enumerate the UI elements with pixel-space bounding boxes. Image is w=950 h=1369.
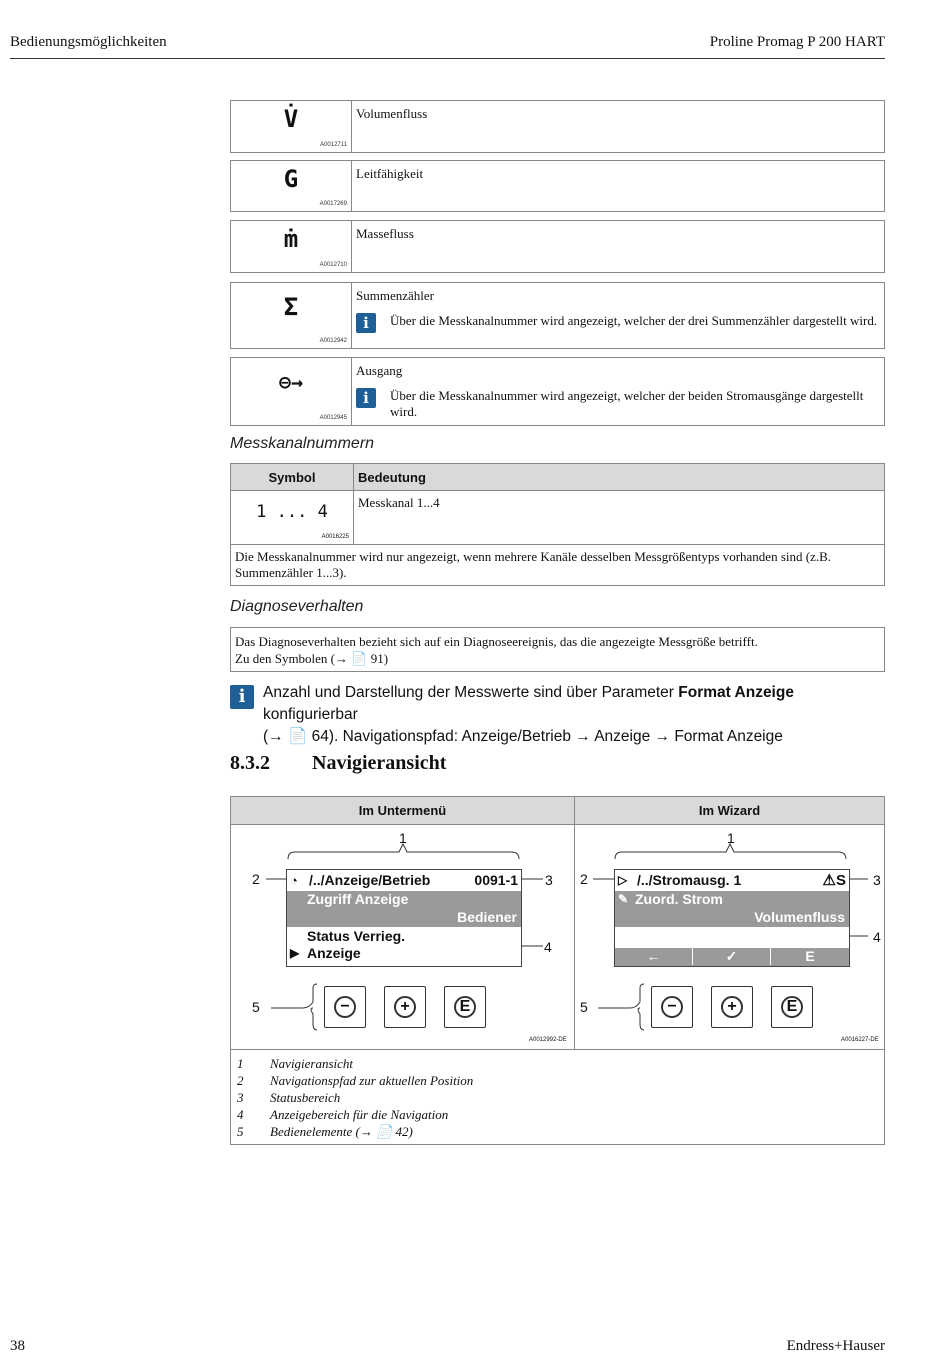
item-label: Status Verrieg. xyxy=(307,928,406,944)
section-number: 8.3.2 xyxy=(230,752,270,774)
cursor-arrow-icon: ▶ xyxy=(290,946,300,960)
info-icon: i xyxy=(356,388,376,408)
symbol-label: Massefluss xyxy=(356,226,414,241)
figure-column-header-wizard: Im Wizard xyxy=(575,797,884,825)
note-text-b: konfigurierbar xyxy=(263,706,358,723)
info-icon: i xyxy=(230,685,254,709)
edit-pencil-icon: ✎ xyxy=(618,892,629,906)
callout-3: 3 xyxy=(545,872,553,888)
plus-icon: + xyxy=(721,996,743,1018)
info-note-text xyxy=(263,682,886,748)
symbol-row-leitfaehigkeit xyxy=(230,160,885,212)
legend-item xyxy=(237,1123,473,1140)
legend-item xyxy=(237,1106,473,1123)
enter-e-icon[interactable]: E xyxy=(805,948,815,964)
lcd-list-item[interactable] xyxy=(287,945,521,962)
lcd-list-item[interactable] xyxy=(287,928,521,945)
graphic-code: A0012992-DE xyxy=(529,1037,567,1043)
minus-key[interactable] xyxy=(324,986,366,1028)
diagnose-line1: Das Diagnoseverhalten bezieht sich auf ein Diagnoseereignis, das die angezeigte Messgröße betrifft. xyxy=(235,634,758,649)
graphic-code: A0016227-DE xyxy=(841,1037,879,1043)
diagnose-box xyxy=(230,627,885,672)
section-heading-diagnose xyxy=(230,598,363,616)
legend-number: 2 xyxy=(237,1073,244,1088)
note-text-a: Anzahl und Darstellung der Messwerte sind über Parameter xyxy=(263,684,679,701)
legend-text: Navigieransicht xyxy=(270,1056,354,1071)
plus-key[interactable] xyxy=(384,986,426,1028)
header-divider xyxy=(10,58,885,59)
column-header-symbol: Symbol xyxy=(231,464,354,491)
callout-4: 4 xyxy=(873,929,881,945)
symbol-label: Leitfähigkeit xyxy=(356,166,424,181)
info-note-text: Über die Messkanalnummer wird angezeigt, welcher der drei Summenzähler dargestellt wird. xyxy=(390,313,878,328)
legend-number: 4 xyxy=(237,1107,244,1122)
channel-number-icon: 1 ... 4 xyxy=(256,502,328,522)
graphic-code: A0012711 xyxy=(320,142,347,148)
header-section-title: Bedienungsmöglichkeiten xyxy=(10,34,167,50)
symbol-row-ausgang xyxy=(230,357,885,426)
volume-flow-icon: V̇ xyxy=(283,105,299,133)
legend-number: 3 xyxy=(237,1090,244,1105)
graphic-code: A0017269 xyxy=(319,201,347,207)
figure-legend xyxy=(237,1055,473,1140)
figure-legend-divider xyxy=(231,1049,884,1050)
lcd-header-row xyxy=(615,872,849,889)
info-icon: i xyxy=(356,313,376,333)
symbol-row-volumenfluss xyxy=(230,100,885,153)
callout-3: 3 xyxy=(873,872,881,888)
symbol-cell xyxy=(231,161,352,211)
info-note-format-anzeige xyxy=(230,682,886,748)
legend-text: Statusbereich xyxy=(270,1090,341,1105)
symbol-cell xyxy=(231,221,352,272)
heading-text: Diagnoseverhalten xyxy=(230,598,364,615)
item-value: Bediener xyxy=(457,909,517,925)
minus-icon: − xyxy=(661,996,683,1018)
callout-2: 2 xyxy=(252,871,260,887)
output-icon: ⊖→ xyxy=(278,370,304,394)
minus-icon: − xyxy=(334,996,356,1018)
graphic-code: A0012945 xyxy=(319,415,347,421)
callout-5: 5 xyxy=(252,999,260,1015)
symbol-label: Volumenfluss xyxy=(356,106,428,121)
lcd-selected-item[interactable] xyxy=(615,891,849,927)
item-label: Zuord. Strom xyxy=(635,891,723,907)
legend-number: 1 xyxy=(237,1056,244,1071)
legend-item xyxy=(237,1089,473,1106)
table-footnote: Die Messkanalnummer wird nur angezeigt, wenn mehrere Kanäle desselben Messgrößentyps vorhanden sind (z.B. Summenzähler 1...3). xyxy=(231,545,885,586)
mass-flow-icon: ṁ xyxy=(283,225,299,253)
callout-2: 2 xyxy=(580,871,588,887)
enter-icon: E xyxy=(454,996,476,1018)
diagnose-line2: Zu den Symbolen (→ 📄 91) xyxy=(235,651,389,666)
legend-text: Navigationspfad zur aktuellen Position xyxy=(270,1073,474,1088)
symbol-cell xyxy=(231,283,352,348)
navigation-path: /../Anzeige/Betrieb xyxy=(309,872,431,888)
meaning-cell: Messkanal 1...4 xyxy=(354,491,885,545)
lcd-header-row xyxy=(287,872,521,889)
graphic-code: A0012942 xyxy=(319,338,347,344)
info-note-text: Über die Messkanalnummer wird angezeigt, welcher der beiden Stromausgänge dargestellt wird. xyxy=(390,388,864,419)
header-product-name: Proline Promag P 200 HART xyxy=(709,34,885,50)
enter-icon: E xyxy=(781,996,803,1018)
lcd-selected-item[interactable] xyxy=(287,891,521,927)
minus-key[interactable] xyxy=(651,986,693,1028)
plus-icon: + xyxy=(394,996,416,1018)
figure-column-header-untermenue: Im Untermenü xyxy=(231,797,575,825)
page-number: 38 xyxy=(10,1338,25,1354)
column-header-bedeutung: Bedeutung xyxy=(354,464,885,491)
symbol-cell xyxy=(231,101,352,152)
status-warning-icon: ⚠S xyxy=(822,872,846,889)
legend-text: Anzeigebereich für die Navigation xyxy=(270,1107,449,1122)
legend-text: Bedienelemente (→ 📄 42) xyxy=(270,1124,413,1139)
legend-number: 5 xyxy=(237,1124,244,1139)
lcd-display-untermenue xyxy=(286,869,522,967)
messkanal-table xyxy=(230,463,885,586)
item-value: Volumenfluss xyxy=(754,909,845,925)
info-note xyxy=(356,313,878,332)
symbol-label: Summenzähler xyxy=(356,288,434,303)
enter-key[interactable] xyxy=(771,986,813,1028)
graphic-code: A0016225 xyxy=(321,534,349,540)
lcd-display-wizard xyxy=(614,869,850,967)
plus-key[interactable] xyxy=(711,986,753,1028)
navigation-path: /../Stromausg. 1 xyxy=(637,872,742,888)
section-heading-messkanal: Messkanalnummern xyxy=(230,435,375,452)
lcd-wizard-button-bar xyxy=(615,948,849,966)
gauge-icon: ◔ xyxy=(290,873,298,888)
callout-5: 5 xyxy=(580,999,588,1015)
totalizer-icon: Σ xyxy=(283,293,299,321)
brand-name: Endress+Hauser xyxy=(786,1338,885,1354)
enter-key[interactable] xyxy=(444,986,486,1028)
conductivity-icon: G xyxy=(283,165,299,193)
symbol-cell xyxy=(231,491,354,545)
symbol-row-summenzaehler xyxy=(230,282,885,349)
symbol-cell xyxy=(231,358,352,425)
confirm-check-icon[interactable]: ✓ xyxy=(693,948,771,965)
figure-frame xyxy=(230,796,885,1145)
parameter-name: Format Anzeige xyxy=(678,684,794,701)
back-arrow-icon[interactable]: ← xyxy=(615,948,693,965)
callout-1: 1 xyxy=(727,830,735,846)
graphic-code: A0012710 xyxy=(319,262,347,268)
info-note xyxy=(356,388,878,420)
note-navigation-path: (→ 📄 64). Navigationspfad: Anzeige/Betrieb → Anzeige → Format Anzeige xyxy=(263,728,783,745)
callout-4: 4 xyxy=(544,939,552,955)
section-title: Navigieransicht xyxy=(312,752,447,774)
status-id: 0091-1 xyxy=(474,872,518,888)
legend-item xyxy=(237,1072,473,1089)
callout-1: 1 xyxy=(399,830,407,846)
legend-item xyxy=(237,1055,473,1072)
symbol-label: Ausgang xyxy=(356,363,403,378)
item-label: Anzeige xyxy=(307,945,361,961)
wizard-icon: ▷ xyxy=(618,873,628,887)
item-label: Zugriff Anzeige xyxy=(307,891,409,907)
symbol-row-massefluss xyxy=(230,220,885,273)
